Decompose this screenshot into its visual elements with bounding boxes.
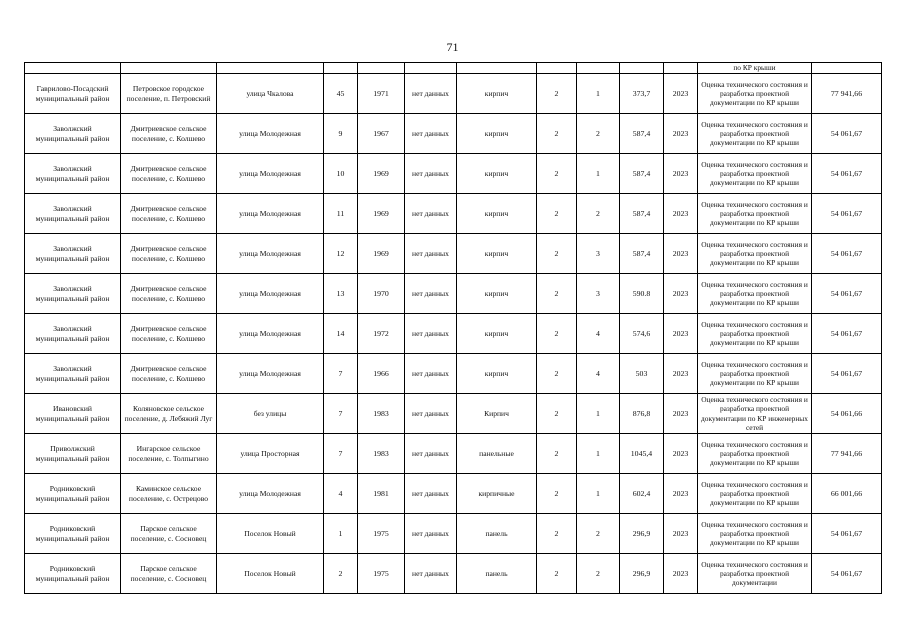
cell-entrances: 1 — [577, 474, 620, 514]
cell-year2: нет данных — [405, 194, 457, 234]
cell-street: улица Молодежная — [217, 194, 324, 234]
cell-house: 7 — [324, 394, 358, 434]
page-number: 71 — [446, 40, 459, 54]
cell-street: улица Молодежная — [217, 234, 324, 274]
cell-material: кирпич — [457, 154, 537, 194]
table-row — [25, 274, 882, 314]
cell-house: 2 — [324, 554, 358, 594]
cell-district: Родниковский муниципальный район — [25, 514, 121, 554]
table-row — [25, 234, 882, 274]
cell-floors: 2 — [537, 154, 577, 194]
cell-street: улица Чкалова — [217, 74, 324, 114]
cell-plan-year: 2023 — [664, 554, 698, 594]
cell-material: панель — [457, 554, 537, 594]
cell-material: кирпичные — [457, 474, 537, 514]
cell-cost: 54 061,67 — [812, 114, 882, 154]
cell-plan-year: 2023 — [664, 114, 698, 154]
cell-plan-year — [664, 63, 698, 74]
cell-street: Поселок Новый — [217, 554, 324, 594]
cell-district: Приволжский муниципальный район — [25, 434, 121, 474]
cell-entrances: 1 — [577, 154, 620, 194]
cell-work: Оценка технического состояния и разработка проектной документации по КР крыши — [698, 194, 812, 234]
cell-entrances: 1 — [577, 74, 620, 114]
cell-area: 373,7 — [620, 74, 664, 114]
cell-house: 14 — [324, 314, 358, 354]
cell-area: 587,4 — [620, 194, 664, 234]
table-row — [25, 314, 882, 354]
cell-area: 587,4 — [620, 114, 664, 154]
cell-work: Оценка технического состояния и разработка проектной документации по КР крыши — [698, 154, 812, 194]
cell-year: 1975 — [358, 514, 405, 554]
cell-entrances: 3 — [577, 274, 620, 314]
cell-year2: нет данных — [405, 234, 457, 274]
cell-street: без улицы — [217, 394, 324, 434]
cell-floors: 2 — [537, 474, 577, 514]
cell-work: Оценка технического состояния и разработка проектной документации по КР крыши — [698, 354, 812, 394]
cell-work: Оценка технического состояния и разработка проектной документации — [698, 554, 812, 594]
cell-year2: нет данных — [405, 114, 457, 154]
cell-area: 296,9 — [620, 514, 664, 554]
cell-year2: нет данных — [405, 394, 457, 434]
cell-area: 587,4 — [620, 234, 664, 274]
cell-plan-year: 2023 — [664, 194, 698, 234]
cell-year: 1975 — [358, 554, 405, 594]
cell-plan-year: 2023 — [664, 514, 698, 554]
cell-work: Оценка технического состояния и разработка проектной документации по КР инженерных сетей — [698, 394, 812, 434]
cell-material: кирпич — [457, 74, 537, 114]
cell-settlement — [121, 63, 217, 74]
cell-house: 1 — [324, 514, 358, 554]
cell-floors: 2 — [537, 394, 577, 434]
cell-street: улица Молодежная — [217, 274, 324, 314]
cell-settlement: Парское сельское поселение, с. Сосновец — [121, 554, 217, 594]
table-row — [25, 514, 882, 554]
cell-plan-year: 2023 — [664, 474, 698, 514]
table-row — [25, 354, 882, 394]
cell-district: Заволжский муниципальный район — [25, 234, 121, 274]
cell-year: 1981 — [358, 474, 405, 514]
cell-area: 876,8 — [620, 394, 664, 434]
cell-work: Оценка технического состояния и разработка проектной документации по КР крыши — [698, 114, 812, 154]
cell-year2: нет данных — [405, 154, 457, 194]
cell-district: Заволжский муниципальный район — [25, 354, 121, 394]
cell-work: Оценка технического состояния и разработка проектной документации по КР крыши — [698, 514, 812, 554]
cell-floors — [537, 63, 577, 74]
cell-district: Гаврилово-Посадский муниципальный район — [25, 74, 121, 114]
cell-year2: нет данных — [405, 554, 457, 594]
cell-material: кирпич — [457, 314, 537, 354]
cell-floors: 2 — [537, 234, 577, 274]
cell-year: 1966 — [358, 354, 405, 394]
cell-floors: 2 — [537, 514, 577, 554]
cell-cost: 54 061,67 — [812, 274, 882, 314]
cell-area: 296,9 — [620, 554, 664, 594]
table-row — [25, 434, 882, 474]
cell-house: 7 — [324, 434, 358, 474]
cell-work: Оценка технического состояния и разработка проектной документации по КР крыши — [698, 74, 812, 114]
cell-district: Заволжский муниципальный район — [25, 154, 121, 194]
cell-year: 1969 — [358, 154, 405, 194]
cell-area: 590.8 — [620, 274, 664, 314]
cell-cost: 77 941,66 — [812, 74, 882, 114]
cell-entrances: 1 — [577, 394, 620, 434]
cell-work: Оценка технического состояния и разработка проектной документации по КР крыши — [698, 234, 812, 274]
cell-year2: нет данных — [405, 514, 457, 554]
cell-street: улица Молодежная — [217, 354, 324, 394]
cell-year: 1983 — [358, 434, 405, 474]
cell-floors: 2 — [537, 194, 577, 234]
cell-settlement: Дмитриевское сельское поселение, с. Колшево — [121, 194, 217, 234]
cell-plan-year: 2023 — [664, 434, 698, 474]
cell-district — [25, 63, 121, 74]
cell-district: Ивановский муниципальный район — [25, 394, 121, 434]
cell-year2: нет данных — [405, 314, 457, 354]
cell-settlement: Дмитриевское сельское поселение, с. Колшево — [121, 274, 217, 314]
cell-floors: 2 — [537, 554, 577, 594]
cell-cost — [812, 63, 882, 74]
cell-cost: 54 061,67 — [812, 314, 882, 354]
repair-plan-table — [24, 62, 882, 594]
cell-house: 11 — [324, 194, 358, 234]
cell-area: 1045,4 — [620, 434, 664, 474]
cell-cost: 66 001,66 — [812, 474, 882, 514]
cell-material: кирпич — [457, 194, 537, 234]
cell-area: 503 — [620, 354, 664, 394]
cell-house — [324, 63, 358, 74]
cell-settlement: Дмитриевское сельское поселение, с. Колшево — [121, 154, 217, 194]
cell-cost: 54 061,66 — [812, 394, 882, 434]
cell-year2: нет данных — [405, 434, 457, 474]
cell-district: Родниковский муниципальный район — [25, 474, 121, 514]
cell-area: 602,4 — [620, 474, 664, 514]
cell-floors: 2 — [537, 114, 577, 154]
cell-cost: 54 061,67 — [812, 354, 882, 394]
cell-street: улица Просторная — [217, 434, 324, 474]
table-row — [25, 474, 882, 514]
cell-settlement: Парское сельское поселение, с. Сосновец — [121, 514, 217, 554]
table-row — [25, 154, 882, 194]
table-row — [25, 194, 882, 234]
continuation-row — [25, 63, 882, 74]
cell-year: 1967 — [358, 114, 405, 154]
cell-house: 7 — [324, 354, 358, 394]
cell-year2: нет данных — [405, 354, 457, 394]
cell-material — [457, 63, 537, 74]
cell-settlement: Дмитриевское сельское поселение, с. Колшево — [121, 354, 217, 394]
cell-entrances: 4 — [577, 314, 620, 354]
cell-entrances: 2 — [577, 514, 620, 554]
cell-street: улица Молодежная — [217, 474, 324, 514]
cell-floors: 2 — [537, 274, 577, 314]
cell-material: кирпич — [457, 274, 537, 314]
cell-district: Заволжский муниципальный район — [25, 314, 121, 354]
cell-district: Родниковский муниципальный район — [25, 554, 121, 594]
cell-cost: 54 061,67 — [812, 554, 882, 594]
cell-entrances: 1 — [577, 434, 620, 474]
cell-house: 12 — [324, 234, 358, 274]
cell-settlement: Дмитриевское сельское поселение, с. Колшево — [121, 314, 217, 354]
cell-house: 4 — [324, 474, 358, 514]
cell-year2: нет данных — [405, 74, 457, 114]
cell-plan-year: 2023 — [664, 74, 698, 114]
cell-area: 587,4 — [620, 154, 664, 194]
cell-plan-year: 2023 — [664, 394, 698, 434]
cell-year — [358, 63, 405, 74]
cell-settlement: Ингарское сельское поселение, с. Толпыгино — [121, 434, 217, 474]
cell-street: Поселок Новый — [217, 514, 324, 554]
cell-entrances: 2 — [577, 114, 620, 154]
cell-work: Оценка технического состояния и разработка проектной документации по КР крыши — [698, 474, 812, 514]
cell-district: Заволжский муниципальный район — [25, 274, 121, 314]
cell-floors: 2 — [537, 314, 577, 354]
cell-year2: нет данных — [405, 474, 457, 514]
cell-year: 1971 — [358, 74, 405, 114]
cell-material: кирпич — [457, 234, 537, 274]
table-row — [25, 74, 882, 114]
cell-year: 1972 — [358, 314, 405, 354]
cell-entrances: 2 — [577, 194, 620, 234]
cell-cost: 54 061,67 — [812, 514, 882, 554]
cell-year: 1969 — [358, 194, 405, 234]
cell-cost: 54 061,67 — [812, 154, 882, 194]
cell-year2: нет данных — [405, 274, 457, 314]
cell-district: Заволжский муниципальный район — [25, 114, 121, 154]
cell-work: Оценка технического состояния и разработка проектной документации по КР крыши — [698, 434, 812, 474]
cell-plan-year: 2023 — [664, 274, 698, 314]
cell-year: 1969 — [358, 234, 405, 274]
cell-material: панель — [457, 514, 537, 554]
table-row — [25, 394, 882, 434]
table-row — [25, 114, 882, 154]
cell-entrances: 2 — [577, 554, 620, 594]
cell-work: Оценка технического состояния и разработка проектной документации по КР крыши — [698, 314, 812, 354]
cell-street: улица Молодежная — [217, 154, 324, 194]
cell-year: 1970 — [358, 274, 405, 314]
cell-floors: 2 — [537, 74, 577, 114]
cell-floors: 2 — [537, 354, 577, 394]
cell-work: Оценка технического состояния и разработка проектной документации по КР крыши — [698, 274, 812, 314]
cell-year: 1983 — [358, 394, 405, 434]
cell-entrances — [577, 63, 620, 74]
cell-house: 13 — [324, 274, 358, 314]
cell-house: 10 — [324, 154, 358, 194]
cell-entrances: 3 — [577, 234, 620, 274]
cell-material: кирпич — [457, 114, 537, 154]
cell-cost: 54 061,67 — [812, 194, 882, 234]
cell-cost: 54 061,67 — [812, 234, 882, 274]
cell-plan-year: 2023 — [664, 314, 698, 354]
cell-house: 9 — [324, 114, 358, 154]
cell-house: 45 — [324, 74, 358, 114]
cell-entrances: 4 — [577, 354, 620, 394]
cell-cost: 77 941,66 — [812, 434, 882, 474]
cell-material: Кирпич — [457, 394, 537, 434]
cell-settlement: Петровское городское поселение, п. Петровский — [121, 74, 217, 114]
cell-plan-year: 2023 — [664, 154, 698, 194]
cell-material: кирпич — [457, 354, 537, 394]
cell-settlement: Дмитриевское сельское поселение, с. Колшево — [121, 234, 217, 274]
cell-floors: 2 — [537, 434, 577, 474]
cell-plan-year: 2023 — [664, 354, 698, 394]
cell-area — [620, 63, 664, 74]
cell-street — [217, 63, 324, 74]
cell-street: улица Молодежная — [217, 114, 324, 154]
cell-street: улица Молодежная — [217, 314, 324, 354]
cell-plan-year: 2023 — [664, 234, 698, 274]
table-row — [25, 554, 882, 594]
cell-area: 574,6 — [620, 314, 664, 354]
cell-settlement: Коляновское сельское поселение, д. Лебяжий Луг — [121, 394, 217, 434]
cell-settlement: Каминское сельское поселение, с. Острецово — [121, 474, 217, 514]
cell-work: по КР крыши — [698, 63, 812, 74]
cell-settlement: Дмитриевское сельское поселение, с. Колшево — [121, 114, 217, 154]
cell-material: панельные — [457, 434, 537, 474]
cell-year2 — [405, 63, 457, 74]
cell-district: Заволжский муниципальный район — [25, 194, 121, 234]
